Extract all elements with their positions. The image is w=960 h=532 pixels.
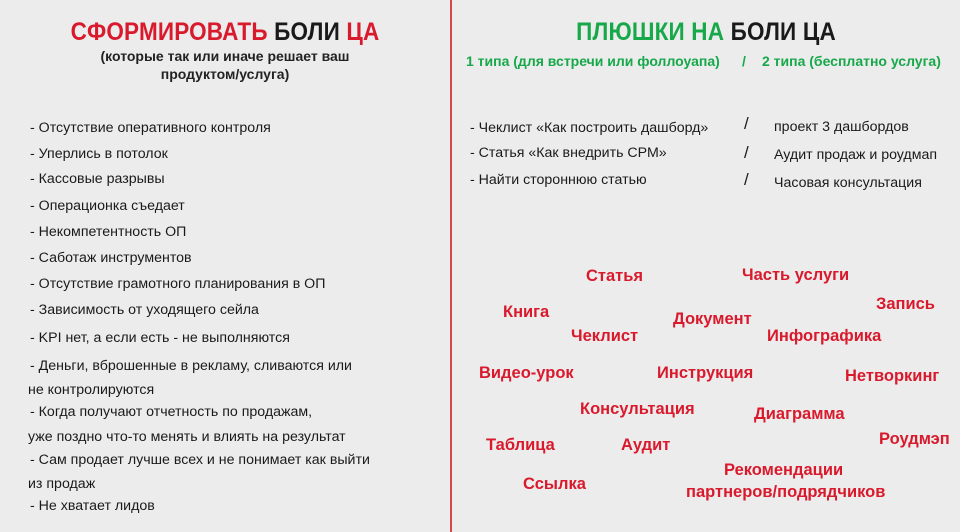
pain-subtitle-line1: (которые так или иначе решает ваш — [100, 48, 350, 64]
cloud-word: Роудмэп — [879, 430, 950, 448]
pain-item-continuation: из продаж — [28, 476, 96, 492]
cloud-word: Нетворкинг — [845, 367, 940, 385]
pain-subtitle-line2: продуктом/услуга) — [160, 66, 290, 82]
cloud-word: Инструкция — [657, 364, 754, 382]
gift-slash: / — [744, 114, 749, 133]
gift-type2-item: Аудит продаж и роудмап — [774, 147, 938, 163]
pain-item-continuation: уже поздно что-то менять и влиять на результат — [28, 429, 346, 445]
cloud-word: Часть услуги — [742, 266, 850, 284]
pain-item: - Отсутствие грамотного планирования в ОП — [30, 276, 326, 292]
pain-item: - Отсутствие оперативного контроля — [30, 120, 271, 136]
cloud-word: партнеров/подрядчиков — [686, 483, 886, 501]
pain-item: - Операционка съедает — [30, 198, 185, 214]
cloud-word: Ссылка — [523, 475, 586, 493]
pain-title-pains: БОЛИ — [274, 18, 340, 46]
cloud-word: Инфографика — [767, 327, 882, 345]
pain-item: - Не хватает лидов — [30, 498, 155, 514]
cloud-word: Видео-урок — [479, 364, 574, 382]
pain-subtitle — [0, 47, 450, 83]
pain-panel — [0, 0, 450, 532]
cloud-word: Чеклист — [571, 327, 639, 345]
pain-item: - Некомпетентность ОП — [30, 224, 187, 240]
pain-title — [23, 18, 428, 47]
gifts-title-main: ПЛЮШКИ НА — [576, 18, 725, 46]
gifts-title-pains: БОЛИ ЦА — [730, 18, 836, 46]
gift-type-2: 2 типа (бесплатно услуга) — [762, 53, 941, 69]
pain-item: - Зависимость от уходящего сейла — [30, 302, 259, 318]
gifts-panel — [452, 0, 960, 532]
cloud-word: Аудит — [621, 436, 671, 454]
cloud-word: Диаграмма — [754, 405, 845, 423]
gift-type2-item: Часовая консультация — [774, 175, 922, 191]
pain-title-verb: СФОРМИРОВАТЬ — [70, 18, 268, 46]
cloud-word: Рекомендации — [724, 461, 844, 479]
gift-slash: / — [744, 170, 749, 189]
pain-item: - KPI нет, а если есть - не выполняются — [30, 330, 290, 346]
gifts-title — [477, 18, 934, 47]
gift-type1-item: - Статья «Как внедрить СРМ» — [470, 145, 667, 161]
pain-item-continuation: не контролируются — [28, 382, 155, 398]
pain-item: - Деньги, вброшенные в рекламу, сливаются или — [30, 358, 352, 374]
cloud-word: Книга — [503, 303, 550, 321]
cloud-word: Запись — [876, 295, 935, 313]
pain-item: - Сам продает лучше всех и не понимает как выйти — [30, 452, 370, 468]
pain-item: - Уперлись в потолок — [30, 146, 168, 162]
pain-item: - Когда получают отчетность по продажам, — [30, 404, 313, 420]
cloud-word: Статья — [586, 267, 644, 285]
gift-type-1: 1 типа (для встречи или фоллоуапа) — [466, 53, 720, 69]
gift-type2-item: проект 3 дашбордов — [774, 119, 909, 135]
cloud-word: Таблица — [486, 436, 555, 454]
pain-item: - Саботаж инструментов — [30, 250, 192, 266]
pain-item: - Кассовые разрывы — [30, 171, 165, 187]
cloud-word: Консультация — [580, 400, 695, 418]
pain-title-ca: ЦА — [346, 18, 380, 46]
gift-slash: / — [744, 143, 749, 162]
gift-type1-item: - Найти стороннюю статью — [470, 172, 647, 188]
cloud-word: Документ — [673, 310, 752, 328]
gift-type-separator: / — [742, 53, 746, 69]
gift-type1-item: - Чеклист «Как построить дашборд» — [470, 120, 709, 136]
